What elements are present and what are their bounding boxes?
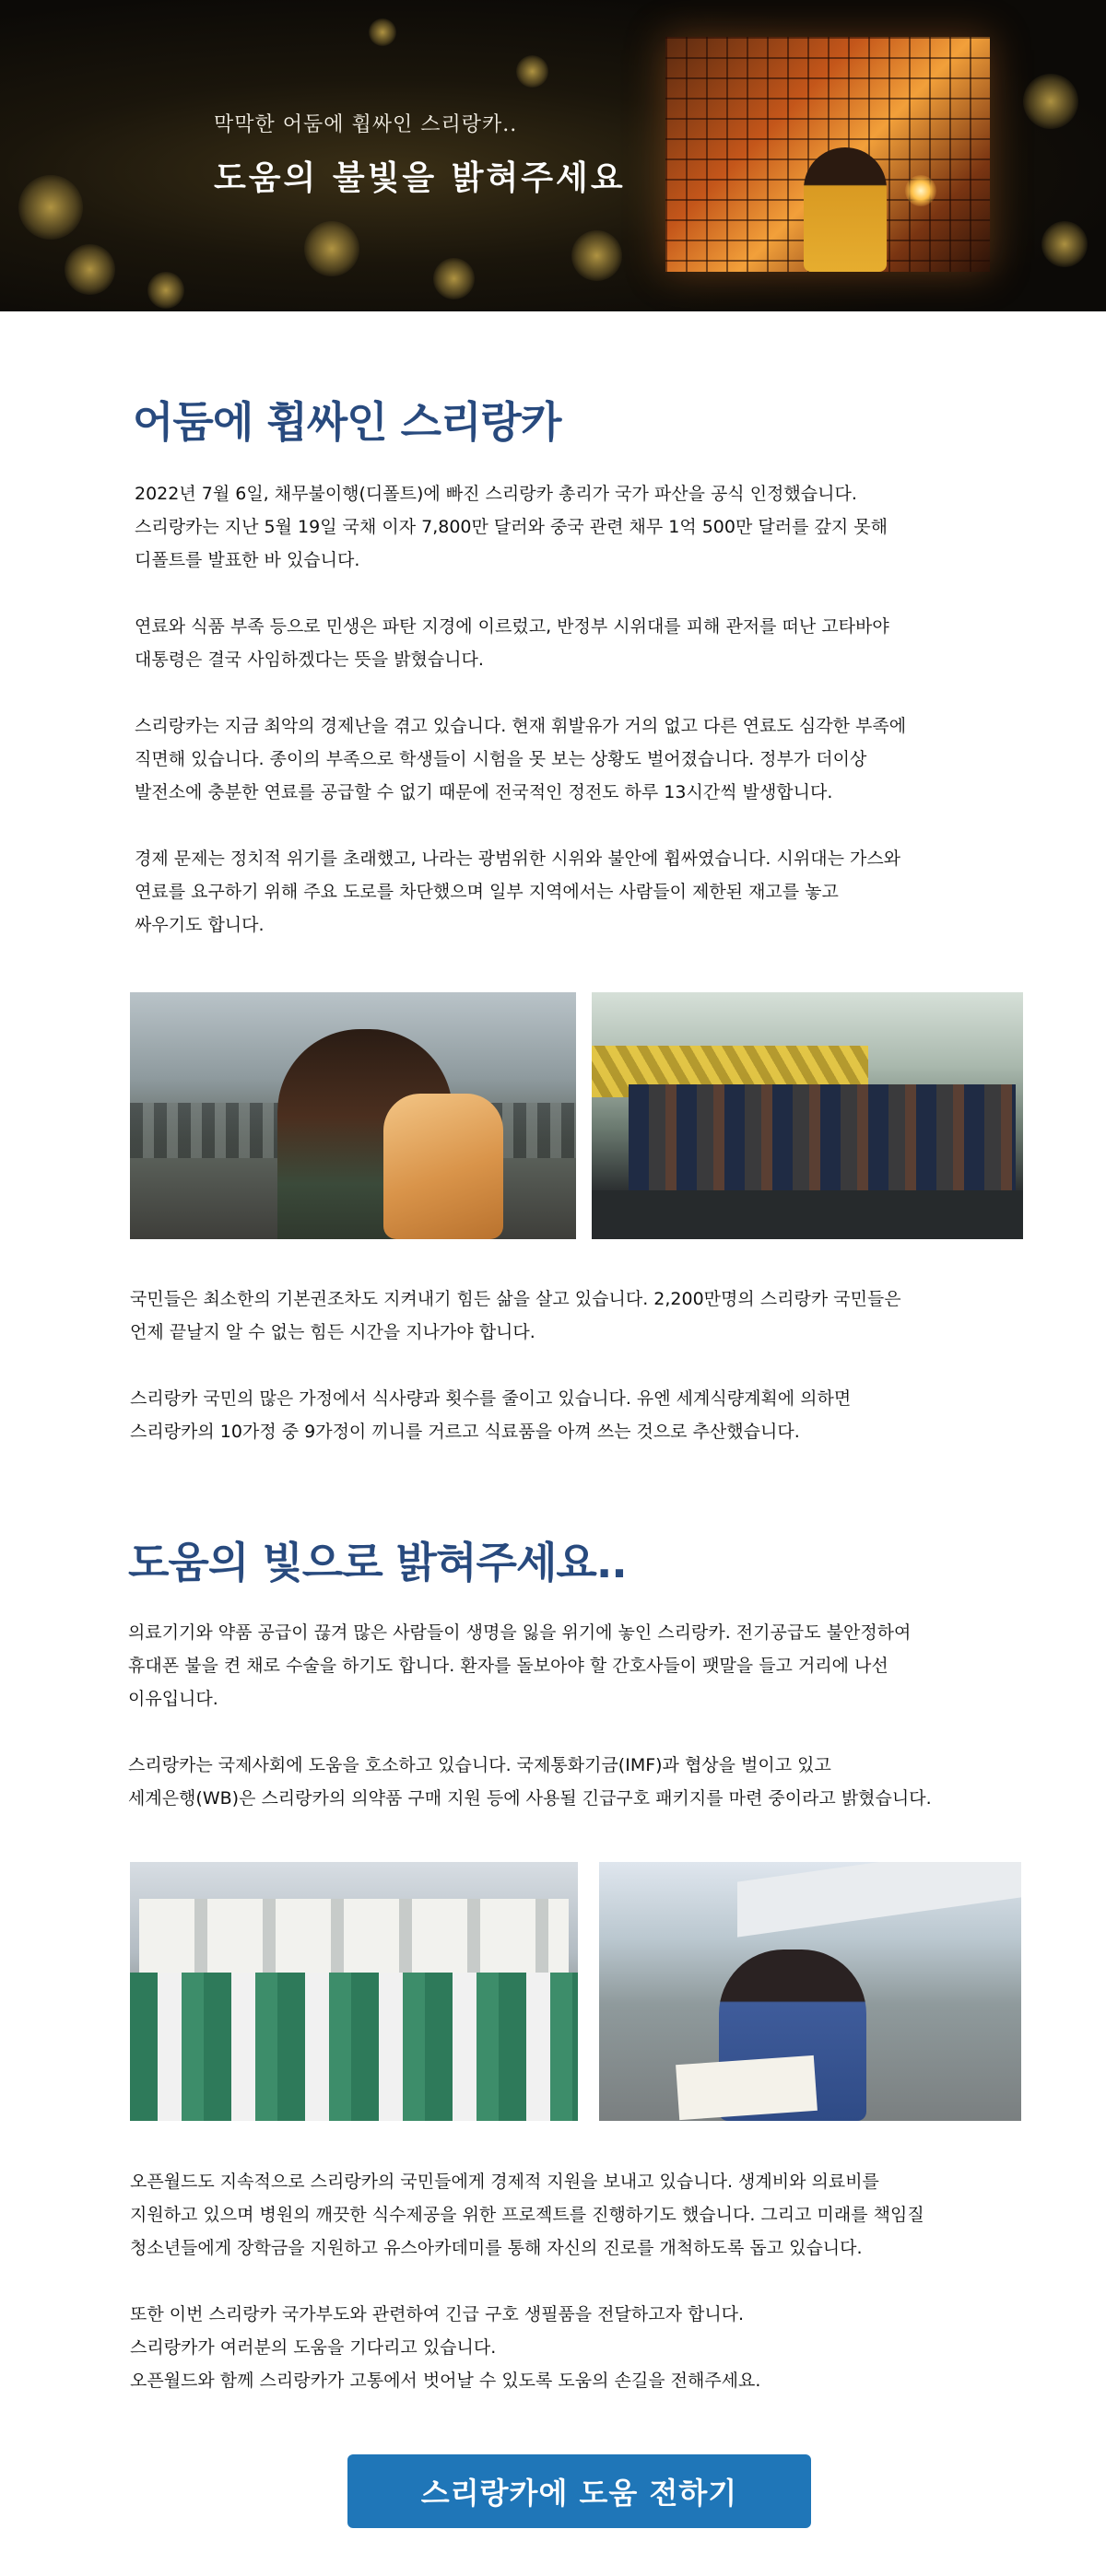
nurses-group: [130, 1973, 578, 2121]
paragraph: 국민들은 최소한의 기본권조차도 지켜내기 힘든 삶을 살고 있습니다. 2,200만명의 스리랑카 국민들은 언제 끝날지 알 수 없는 힘든 시간을 지나가야 합니다.: [130, 1289, 901, 1342]
hero-photo-candlelight-window: [665, 37, 990, 272]
handheld-sign: [676, 2055, 818, 2120]
bread-loaf: [383, 1094, 503, 1239]
paragraph: 스리랑카 국민의 많은 가정에서 식사량과 횟수를 줄이고 있습니다. 유엔 세계식량계획에 의하면 스리랑카의 10가정 중 9가정이 끼니를 거르고 식료품을 아껴 쓰는 것으로 추산했습니다.: [130, 1388, 852, 1442]
bokeh-light: [1023, 74, 1078, 129]
donate-button[interactable]: 스리랑카에 도움 전하기: [347, 2454, 811, 2528]
hero-text: [214, 109, 626, 199]
photo-man-holding-bread: [130, 992, 576, 1239]
protest-signs: [139, 1899, 569, 1982]
bokeh-light: [1041, 221, 1088, 267]
hero-subtitle: 막막한 어둠에 휩싸인 스리랑카..: [214, 113, 518, 136]
paragraph: 의료기기와 약품 공급이 끊겨 많은 사람들이 생명을 잃을 위기에 놓인 스리랑카. 전기공급도 불안정하여 휴대폰 불을 켠 채로 수술을 하기도 합니다. 환자를 돌보아야 할 간호사들이 팻말을 들고 거리에 나선 이유입니다.: [128, 1622, 912, 1709]
bokeh-light: [147, 272, 184, 309]
photo-hospital-protest: [599, 1862, 1021, 2121]
bokeh-light: [369, 18, 396, 46]
protesters: [629, 1084, 1016, 1195]
road: [592, 1190, 1023, 1239]
bokeh-light: [65, 244, 115, 295]
bokeh-light: [571, 230, 622, 281]
paragraph: 스리랑카는 지금 최악의 경제난을 겪고 있습니다. 현재 휘발유가 거의 없고 다른 연료도 심각한 부족에 직면해 있습니다. 종이의 부족으로 학생들이 시험을 못 보는 상황도 벌어졌습니다. 정부가 더이상 발전소에 충분한 연료를 공급할 수 없기 때문에 전국적인 정전도 하루 13시간씩 발생합니다.: [135, 716, 907, 802]
bokeh-light: [516, 55, 548, 88]
person-figure: [804, 147, 887, 272]
paragraph: 또한 이번 스리랑카 국가부도와 관련하여 긴급 구호 생필품을 전달하고자 합니다. 스리랑카가 여러분의 도움을 기다리고 있습니다. 오픈월드와 함께 스리랑카가 고통에서 벗어날 수 있도록 도움의 손길을 전해주세요.: [130, 2304, 761, 2391]
photo-nurses-protest-signs: [130, 1862, 578, 2121]
hero-banner: [0, 0, 1106, 311]
photo-water-cannon-protest: [592, 992, 1023, 1239]
paragraph: 경제 문제는 정치적 위기를 초래했고, 나라는 광범위한 시위와 불안에 휩싸였습니다. 시위대는 가스와 연료를 요구하기 위해 주요 도로를 차단했으며 일부 지역에서는 사람들이 제한된 재고를 놓고 싸우기도 합니다.: [135, 849, 901, 935]
hero-title: 도움의 불빛을 밝혀주세요: [214, 158, 626, 197]
bokeh-light: [18, 175, 83, 240]
paragraph: 연료와 식품 부족 등으로 민생은 파탄 지경에 이르렀고, 반정부 시위대를 피해 관저를 떠난 고타바야 대통령은 결국 사임하겠다는 뜻을 밝혔습니다.: [135, 616, 889, 670]
bokeh-light: [433, 258, 475, 299]
paragraph: 2022년 7월 6일, 채무불이행(디폴트)에 빠진 스리랑카 총리가 국가 파산을 공식 인정했습니다. 스리랑카는 지난 5월 19일 국채 이자 7,800만 달러와 중국 관련 채무 1억 500만 달러를 갚지 못해 디폴트를 발표한 바 있습니다.: [135, 484, 888, 570]
hospital-gate: [737, 1862, 1021, 1938]
paragraph: 오픈월드도 지속적으로 스리랑카의 국민들에게 경제적 지원을 보내고 있습니다. 생계비와 의료비를 지원하고 있으며 병원의 깨끗한 식수제공을 위한 프로젝트를 진행하기도 했습니다. 그리고 미래를 책임질 청소년들에게 장학금을 지원하고 유스아카데미를 통해 자신의 진로를 개척하도록 돕고 있습니다.: [130, 2172, 924, 2258]
section-title-darkness: 어둠에 휩싸인 스리랑카: [133, 397, 561, 447]
bokeh-light: [304, 221, 359, 276]
section-title-light: 도움의 빛으로 밝혀주세요..: [128, 1538, 627, 1587]
candle-flame: [905, 175, 936, 206]
paragraph: 스리랑카는 국제사회에 도움을 호소하고 있습니다. 국제통화기금(IMF)과 협상을 벌이고 있고 세계은행(WB)은 스리랑카의 의약품 구매 지원 등에 사용될 긴급구호 패키지를 마련 중이라고 밝혔습니다.: [128, 1755, 932, 1809]
